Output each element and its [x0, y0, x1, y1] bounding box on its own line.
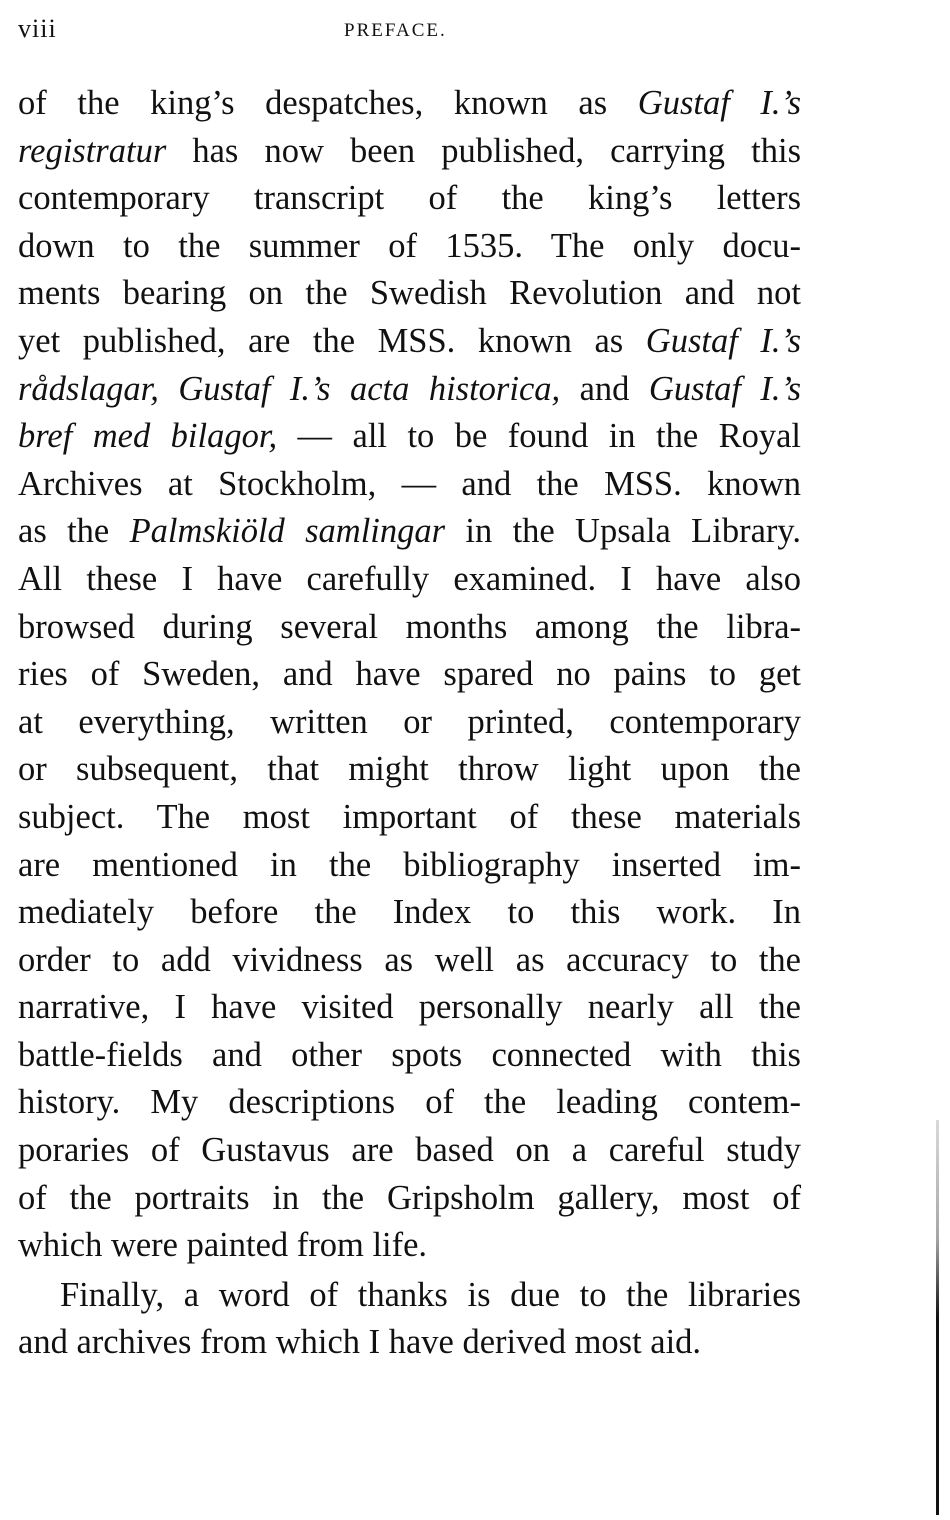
text-line	[18, 175, 801, 223]
italic-text: Gustaf I.’s	[637, 84, 802, 122]
text-line	[18, 842, 801, 890]
text-run: ments bearing on the Swedish Revolution and not	[18, 274, 801, 313]
text-run: has now been published, carrying this	[166, 131, 801, 170]
text-run: — all to be found in the Royal	[277, 417, 802, 456]
text-run: subject. The most important of these materials	[18, 797, 801, 836]
text-line	[18, 889, 801, 937]
text-run: order to add vividness as well as accuracy to the	[18, 940, 801, 979]
italic-text: Palmskiöld samlingar	[129, 512, 446, 551]
text-line	[18, 1222, 801, 1270]
text-run: yet published, are the MSS. known as	[18, 321, 646, 360]
page-edge-shadow	[936, 1120, 939, 1515]
body-text	[18, 80, 801, 1367]
text-line	[18, 270, 801, 318]
text-run: mediately before the Index to this work. In	[18, 893, 801, 932]
italic-text: rådslagar, Gustaf I.’s acta historica,	[18, 369, 561, 408]
italic-text: Gustaf I.’s	[645, 321, 801, 360]
text-line	[18, 508, 801, 556]
text-run: browsed during several months among the libra-	[18, 607, 801, 646]
text-line	[18, 1272, 801, 1320]
page-header	[18, 14, 818, 54]
text-line	[18, 794, 801, 842]
text-line	[18, 80, 801, 128]
text-line	[18, 223, 801, 271]
text-line	[18, 1127, 801, 1175]
running-head: PREFACE.	[344, 20, 447, 41]
text-line	[18, 413, 801, 461]
italic-text: bref med bilagor,	[18, 417, 278, 456]
text-run: Finally, a word of thanks is due to the libraries	[60, 1275, 801, 1314]
text-run: in the Upsala Library.	[445, 512, 802, 551]
text-run: poraries of Gustavus are based on a careful study	[18, 1131, 801, 1170]
text-run: and archives from which I have derived most aid.	[18, 1323, 702, 1362]
text-line	[18, 651, 801, 699]
text-run: which were painted from life.	[18, 1226, 428, 1265]
text-run: of the king’s despatches, known as	[18, 84, 638, 122]
text-line	[18, 461, 801, 509]
text-line	[18, 128, 801, 176]
text-run: are mentioned in the bibliography inserted im-	[18, 845, 801, 884]
text-run: down to the summer of 1535. The only docu-	[18, 226, 801, 265]
text-line	[18, 556, 801, 604]
text-line	[18, 1319, 801, 1367]
text-run: history. My descriptions of the leading contem-	[18, 1083, 801, 1122]
text-run: narrative, I have visited personally nearly all the	[18, 988, 801, 1027]
text-line	[18, 366, 801, 414]
text-line	[18, 1079, 801, 1127]
text-line	[18, 604, 801, 652]
text-line	[18, 1175, 801, 1223]
page-number: viii	[18, 14, 57, 43]
text-run: and	[560, 369, 649, 408]
text-line	[18, 1032, 801, 1080]
text-line	[18, 746, 801, 794]
text-run: or subsequent, that might throw light upon the	[18, 750, 801, 789]
text-line	[18, 937, 801, 985]
text-run: at everything, written or printed, contemporary	[18, 702, 801, 741]
text-run: of the portraits in the Gripsholm gallery, most of	[18, 1178, 801, 1217]
text-run: contemporary transcript of the king’s letters	[18, 179, 801, 218]
text-run: All these I have carefully examined. I have also	[18, 559, 801, 598]
text-line	[18, 984, 801, 1032]
text-run: Archives at Stockholm, — and the MSS. known	[18, 464, 801, 503]
italic-text: registratur	[18, 131, 167, 170]
italic-text: Gustaf I.’s	[648, 369, 801, 408]
text-run: ries of Sweden, and have spared no pains to get	[18, 655, 801, 694]
text-run: as the	[18, 512, 130, 551]
text-run: battle-fields and other spots connected with this	[18, 1035, 801, 1074]
text-line	[18, 318, 801, 366]
text-line	[18, 699, 801, 747]
